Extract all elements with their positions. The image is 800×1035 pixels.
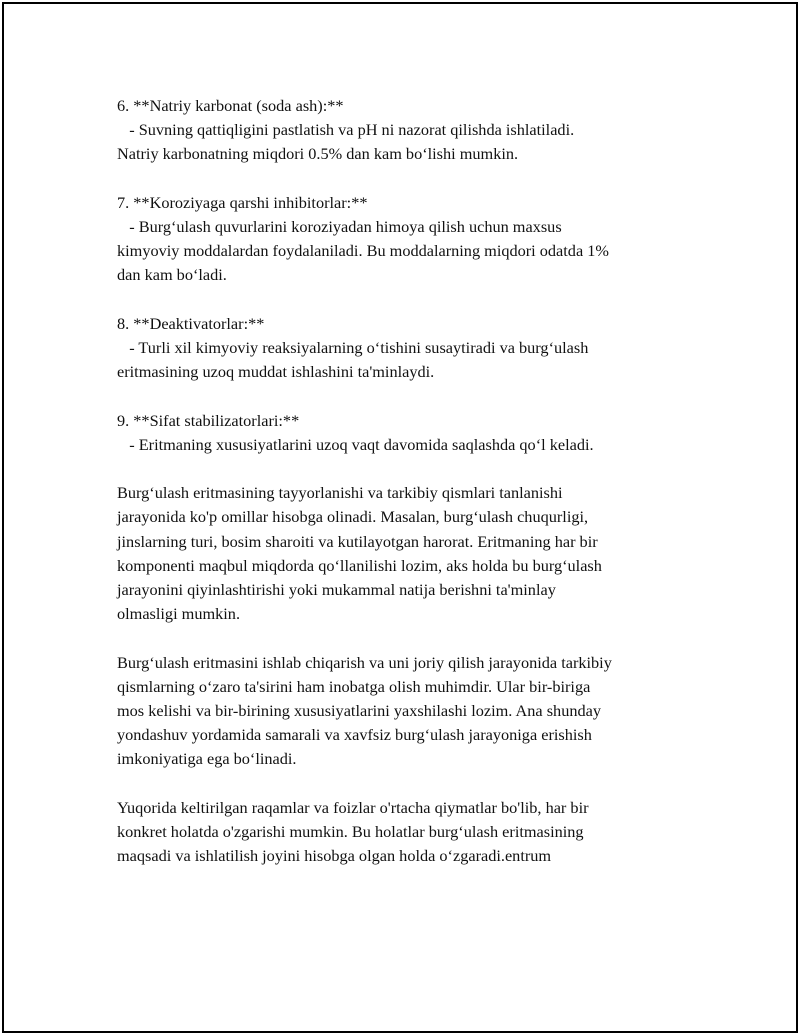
text-line: jinslarning turi, bosim sharoiti va kutilayotgan harorat. Eritmaning har bir xyxy=(117,531,598,551)
text-line: - Eritmaning xususiyatlarini uzoq vaqt davomida saqlashda qo‘l keladi. xyxy=(117,434,594,454)
paragraph-conclusion xyxy=(117,796,697,869)
text-line: Yuqorida keltirilgan raqamlar va foizlar o'rtacha qiymatlar bo'lib, har bir xyxy=(117,797,589,817)
section-quality-stabilizers xyxy=(117,409,697,457)
text-line: 8. **Deaktivatorlar:** xyxy=(117,313,265,333)
text-line: konkret holatda o'zgarishi mumkin. Bu holatlar burg‘ulash eritmasining xyxy=(117,822,584,841)
text-line: 7. **Koroziyaga qarshi inhibitorlar:** xyxy=(117,192,368,212)
text-line: mos kelishi va bir-birining xususiyatlarini yaxshilashi lozim. Ana shunday xyxy=(117,701,601,720)
section-deactivators xyxy=(117,312,697,385)
paragraph-interaction xyxy=(117,651,697,772)
text-line: imkoniyatiga ega bo‘linadi. xyxy=(117,749,297,769)
paragraph-preparation xyxy=(117,481,697,626)
text-line: jarayonini qiyinlashtirishi yoki mukammal natija berishni ta'minlay xyxy=(117,580,556,599)
text-line: qismlarning o‘zaro ta'sirini ham inobatga olish muhimdir. Ular bir-biriga xyxy=(117,676,591,696)
text-line: Burg‘ulash eritmasini ishlab chiqarish va uni joriy qilish jarayonida tarkibiy xyxy=(117,652,612,672)
text-line: olmasligi mumkin. xyxy=(117,604,241,624)
text-line: 9. **Sifat stabilizatorlari:** xyxy=(117,410,300,430)
document-body xyxy=(117,94,697,893)
text-line: 6. **Natriy karbonat (soda ash):** xyxy=(117,96,344,115)
section-sodium-carbonate xyxy=(117,94,697,167)
text-line: maqsadi va ishlatilish joyini hisobga olgan holda o‘zgaradi.entrum xyxy=(117,846,552,866)
text-line: kimyoviy moddalardan foydalaniladi. Bu moddalarning miqdori odatda 1% xyxy=(117,241,609,261)
text-line: - Burg‘ulash quvurlarini koroziyadan himoya qilish uchun maxsus xyxy=(117,217,562,236)
text-line: jarayonida ko'p omillar hisobga olinadi. Masalan, burg‘ulash chuqurligi, xyxy=(117,507,589,527)
text-line: Burg‘ulash eritmasining tayyorlanishi va tarkibiy qismlari tanlanishi xyxy=(117,483,563,503)
text-line: - Turli xil kimyoviy reaksiyalarning o‘tishini susaytiradi va burg‘ulash xyxy=(117,338,589,357)
text-line: eritmasining uzoq muddat ishlashini ta'minlaydi. xyxy=(117,362,435,382)
section-corrosion-inhibitors xyxy=(117,191,697,288)
text-line: dan kam bo‘ladi. xyxy=(117,265,227,285)
text-line: komponenti maqbul miqdorda qo‘llanilishi lozim, aks holda bu burg‘ulash xyxy=(117,555,602,575)
text-line: - Suvning qattiqligini pastlatish va pH ni nazorat qilishda ishlatiladi. xyxy=(117,120,575,140)
text-line: Natriy karbonatning miqdori 0.5% dan kam bo‘lishi mumkin. xyxy=(117,144,519,164)
text-line: yondashuv yordamida samarali va xavfsiz burg‘ulash jarayoniga erishish xyxy=(117,725,592,745)
